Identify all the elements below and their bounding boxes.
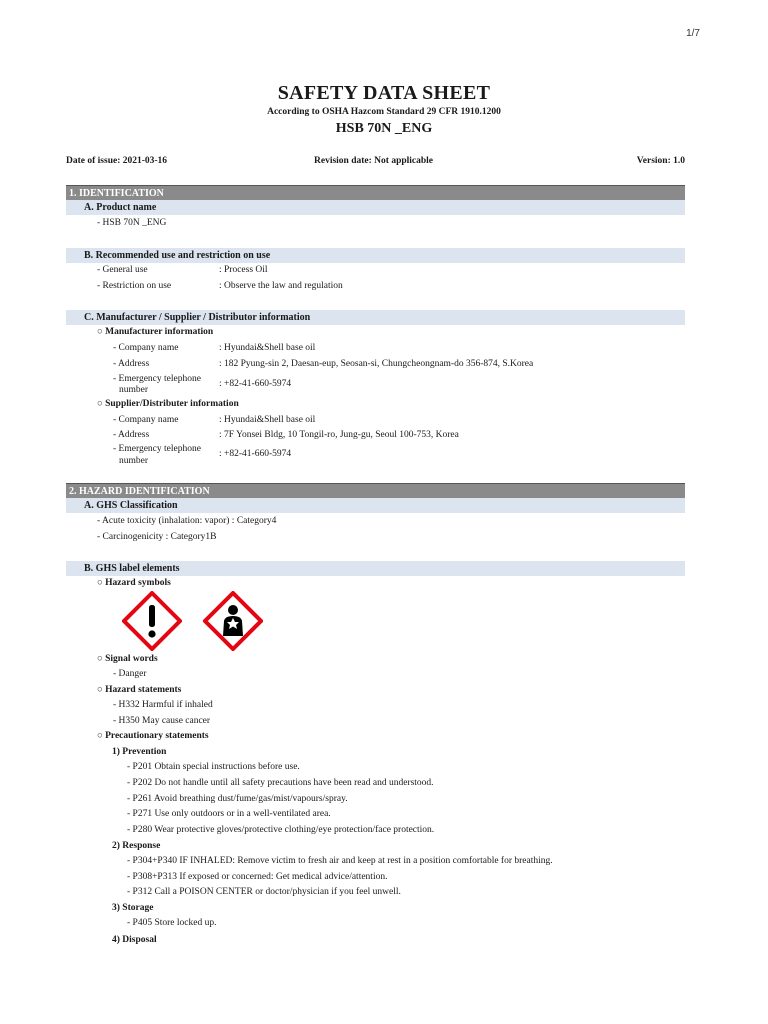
manufacturer-heading: ○ Manufacturer information <box>97 327 214 337</box>
subsection-ghs-label-elements: B. GHS label elements <box>66 561 685 576</box>
manufacturer-phone-label-cont: number <box>119 385 149 395</box>
precautionary-statements-heading: ○ Precautionary statements <box>97 731 209 741</box>
hazard-statement-h350: - H350 May cause cancer <box>113 716 211 726</box>
section-hazard-identification-header: 2. HAZARD IDENTIFICATION <box>66 483 685 498</box>
page-number: 1/7 <box>686 28 700 39</box>
product-heading: HSB 70N _ENG <box>335 121 433 136</box>
manufacturer-address-label: - Address <box>113 359 150 369</box>
signal-words-heading: ○ Signal words <box>97 654 158 664</box>
statement-p312: - P312 Call a POISON CENTER or doctor/physician if you feel unwell. <box>127 887 401 897</box>
manufacturer-phone-value: : +82-41-660-5974 <box>219 379 292 389</box>
statement-p261: - P261 Avoid breathing dust/fume/gas/mist/vapours/spray. <box>127 794 348 804</box>
supplier-heading: ○ Supplier/Distributer information <box>97 399 239 409</box>
document-subtitle: According to OSHA Hazcom Standard 29 CFR 1910.1200 <box>267 107 501 117</box>
document-title: SAFETY DATA SHEET <box>277 82 491 104</box>
date-of-issue: Date of issue: 2021-03-16 <box>66 156 168 166</box>
section-identification-header: 1. IDENTIFICATION <box>66 185 685 200</box>
subsection-recommended-use: B. Recommended use and restriction on use <box>66 248 685 263</box>
acute-toxicity-classification: - Acute toxicity (inhalation: vapor) : Category4 <box>97 516 277 526</box>
response-heading: 2) Response <box>112 841 161 851</box>
hazard-statements-heading: ○ Hazard statements <box>97 685 182 695</box>
supplier-company-value: : Hyundai&Shell base oil <box>219 415 316 425</box>
carcinogenicity-classification: - Carcinogenicity : Category1B <box>97 532 217 542</box>
health-hazard-icon <box>203 591 263 651</box>
supplier-address-label: - Address <box>113 430 150 440</box>
restriction-value: : Observe the law and regulation <box>219 281 343 291</box>
exclamation-mark-icon <box>122 591 182 651</box>
supplier-address-value: : 7F Yonsei Bldg, 10 Tongil-ro, Jung-gu, Seoul 100-753, Korea <box>219 430 459 440</box>
storage-heading: 3) Storage <box>112 903 154 913</box>
general-use-value: : Process Oil <box>219 265 268 275</box>
restriction-label: - Restriction on use <box>97 281 172 291</box>
statement-p271: - P271 Use only outdoors or in a well-ventilated area. <box>127 809 331 819</box>
statement-p201: - P201 Obtain special instructions before use. <box>127 762 300 772</box>
disposal-heading: 4) Disposal <box>112 935 157 945</box>
version: Version: 1.0 <box>636 156 685 166</box>
manufacturer-company-value: : Hyundai&Shell base oil <box>219 343 316 353</box>
statement-p308: - P308+P313 If exposed or concerned: Get medical advice/attention. <box>127 872 388 882</box>
revision-date: Revision date: Not applicable <box>314 156 434 166</box>
subsection-product-name: A. Product name <box>66 200 685 215</box>
statement-p304: - P304+P340 IF INHALED: Remove victim to fresh air and keep at rest in a position comfortable for breathing. <box>127 856 553 866</box>
product-name-value: - HSB 70N _ENG <box>97 218 167 228</box>
supplier-phone-label-cont: number <box>119 456 149 466</box>
statement-p405: - P405 Store locked up. <box>127 918 217 928</box>
subsection-ghs-classification: A. GHS Classification <box>66 498 685 513</box>
manufacturer-address-value: : 182 Pyung-sin 2, Daesan-eup, Seosan-si, Chungcheongnam-do 356-874, S.Korea <box>219 359 534 369</box>
prevention-heading: 1) Prevention <box>112 747 167 757</box>
supplier-phone-value: : +82-41-660-5974 <box>219 449 292 459</box>
general-use-label: - General use <box>97 265 148 275</box>
hazard-statement-h332: - H332 Harmful if inhaled <box>113 700 213 710</box>
signal-word: - Danger <box>113 669 147 679</box>
supplier-phone-label: - Emergency telephone <box>113 444 201 454</box>
statement-p280: - P280 Wear protective gloves/protective clothing/eye protection/face protection. <box>127 825 435 835</box>
subsection-manufacturer: C. Manufacturer / Supplier / Distributor information <box>66 310 685 325</box>
manufacturer-company-label: - Company name <box>113 343 179 353</box>
supplier-company-label: - Company name <box>113 415 179 425</box>
hazard-symbols-heading: ○ Hazard symbols <box>97 578 171 588</box>
manufacturer-phone-label: - Emergency telephone <box>113 374 201 384</box>
statement-p202: - P202 Do not handle until all safety precautions have been read and understood. <box>127 778 434 788</box>
